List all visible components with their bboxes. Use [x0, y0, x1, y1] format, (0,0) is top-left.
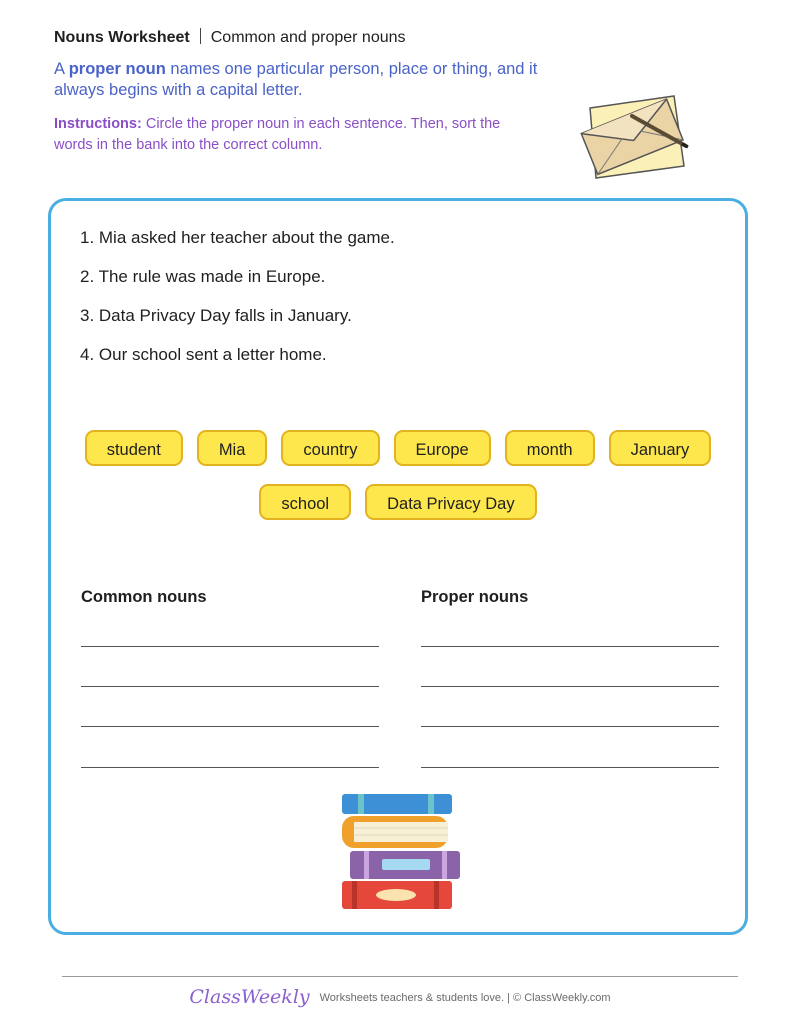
envelope-pencil-icon: [576, 90, 694, 182]
word-chip[interactable]: Data Privacy Day: [365, 484, 536, 520]
worksheet-header: [54, 28, 406, 47]
answer-line-proper[interactable]: [421, 686, 719, 687]
instructions-text: [54, 114, 524, 156]
sentence-item[interactable]: 1. Mia asked her teacher about the game.: [80, 228, 395, 247]
header-divider: [200, 28, 201, 44]
instructions-body: Circle the proper noun in each sentence. Then, sort the words in the bank into the correct column.: [54, 116, 501, 153]
answer-line-common[interactable]: [81, 726, 379, 727]
footer-tagline: Worksheets teachers & students love. | © ClassWeekly.com: [319, 992, 611, 1004]
proper-nouns-heading: Proper nouns: [421, 588, 529, 606]
answer-line-proper[interactable]: [421, 726, 719, 727]
definition-prefix: A: [54, 60, 69, 78]
footer-divider: [62, 976, 738, 977]
word-chip[interactable]: country: [281, 430, 379, 466]
definition-body: names one particular person, place or thing, and it always begins with a capital letter.: [54, 60, 538, 99]
sentence-item[interactable]: 4. Our school sent a letter home.: [80, 345, 327, 364]
answer-line-common[interactable]: [81, 767, 379, 768]
word-chip[interactable]: January: [609, 430, 712, 466]
worksheet-subtitle: Common and proper nouns: [210, 29, 406, 46]
word-bank-row: [48, 484, 748, 520]
definition-text: [54, 59, 574, 101]
answer-line-proper[interactable]: [421, 646, 719, 647]
instructions-label: Instructions:: [54, 116, 142, 132]
sentence-list: [80, 226, 395, 382]
brand-logo[interactable]: ClassWeekly: [189, 986, 310, 1008]
word-chip[interactable]: Europe: [394, 430, 491, 466]
sentence-item[interactable]: 2. The rule was made in Europe.: [80, 267, 326, 286]
word-chip[interactable]: student: [85, 430, 183, 466]
book-stack-icon: [338, 792, 462, 912]
definition-keyword: proper noun: [68, 60, 166, 78]
word-chip[interactable]: school: [259, 484, 351, 520]
footer: [0, 986, 800, 1008]
answer-line-common[interactable]: [81, 646, 379, 647]
word-bank-row: [48, 430, 748, 466]
common-nouns-heading: Common nouns: [81, 588, 207, 606]
word-chip[interactable]: Mia: [197, 430, 268, 466]
answer-line-common[interactable]: [81, 686, 379, 687]
worksheet-title: Nouns Worksheet: [54, 29, 190, 46]
sentence-item[interactable]: 3. Data Privacy Day falls in January.: [80, 306, 352, 325]
answer-line-proper[interactable]: [421, 767, 719, 768]
word-chip[interactable]: month: [505, 430, 595, 466]
